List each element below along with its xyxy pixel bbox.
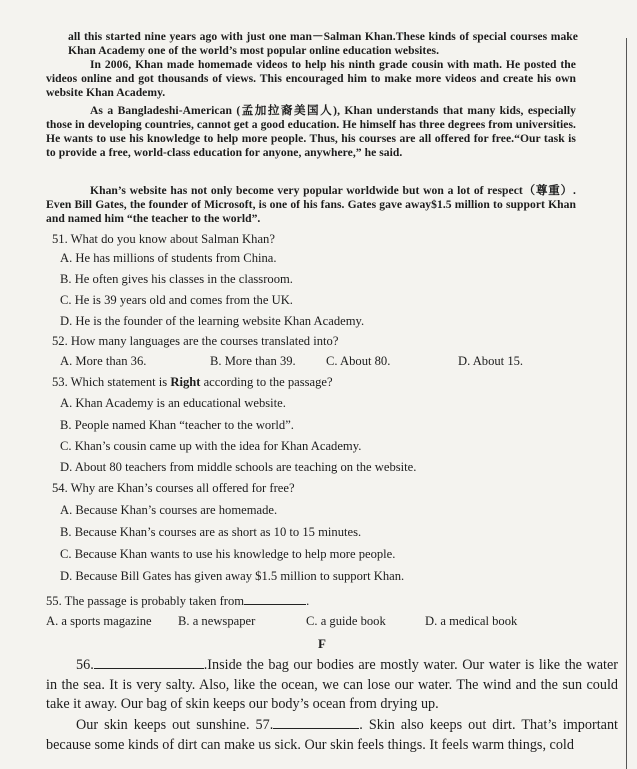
passage-line-1: all this started nine years ago with just one man－Salman Khan.These kinds of special courses make Khan Academy one of the world’s most popular online education websites.: [68, 30, 578, 57]
q51-option-a: A. He has millions of students from China.: [60, 251, 277, 265]
blank-56: [94, 656, 204, 669]
question-51: 51. What do you know about Salman Khan?: [52, 232, 275, 246]
question-55: 55. The passage is probably taken from .: [46, 594, 310, 608]
q52-option-b: B. More than 39.: [210, 354, 296, 368]
q52-option-d: D. About 15.: [458, 354, 524, 368]
q53-option-c: C. Khan’s cousin came up with the idea for Khan Academy.: [60, 439, 362, 453]
q55-option-c: C. a guide book: [306, 614, 386, 628]
q53-option-a: A. Khan Academy is an educational website.: [60, 396, 286, 410]
section-f-paragraph-2: Our skin keeps out sunshine. 57. . Skin also keeps out dirt. That’s important because some kinds of dirt can make us sick. Our skin feels things. It feels warm things, cold: [46, 717, 618, 753]
q55-option-b: B. a newspaper: [178, 614, 256, 628]
q53-option-b: B. People named Khan “teacher to the world”.: [60, 418, 294, 432]
q54-option-b: B. Because Khan’s courses are as short as 10 to 15 minutes.: [60, 525, 362, 539]
question-53: 53. Which statement is Right according to the passage?: [52, 375, 333, 389]
question-54: 54. Why are Khan’s courses all offered for free?: [52, 481, 295, 495]
q53-option-d: D. About 80 teachers from middle schools are teaching on the website.: [60, 460, 417, 474]
q51-option-d: D. He is the founder of the learning website Khan Academy.: [60, 314, 365, 328]
section-f-paragraph-1: 56. .Inside the bag our bodies are mostly water. Our water is like the water in the sea. It is very salty. Also, like the ocean, we can lose our water. The wind and the sun could take it away. Our bag of skin keeps our body’s ocean from drying up.: [46, 657, 618, 712]
q55-blank: [244, 592, 306, 605]
margin-rule: [626, 38, 627, 769]
blank-57: [273, 716, 359, 729]
passage-paragraph-4: Khan’s website has not only become very popular worldwide but won a lot of respect（尊重）. Even Bill Gates, the founder of Microsoft, is one of his fans. Gates gave away$1.5 million to support Khan and named him “the teacher to the world”.: [46, 184, 576, 225]
question-52: 52. How many languages are the courses translated into?: [52, 334, 339, 348]
q52-option-c: C. About 80.: [326, 354, 391, 368]
passage-paragraph-3: As a Bangladeshi-American (孟加拉裔美国人), Khan understands that many kids, especially those in developing countries, cannot get a good education. He himself has three degrees from universities. He wants to use his knowledge to help more people. Thus, his courses are all offered for free.“Our task is to provide a free, world-class education for anyone, anywhere,” he said.: [46, 104, 576, 159]
q54-option-c: C. Because Khan wants to use his knowledge to help more people.: [60, 547, 396, 561]
q55-option-d: D. a medical book: [425, 614, 518, 628]
section-heading: F: [318, 636, 326, 651]
q51-option-c: C. He is 39 years old and comes from the UK.: [60, 293, 293, 307]
q55-option-a: A. a sports magazine: [46, 614, 152, 628]
q52-option-a: A. More than 36.: [60, 354, 147, 368]
q54-option-a: A. Because Khan’s courses are homemade.: [60, 503, 278, 517]
q51-option-b: B. He often gives his classes in the classroom.: [60, 272, 293, 286]
passage-paragraph-2: In 2006, Khan made homemade videos to help his ninth grade cousin with math. He posted the videos online and got thousands of views. This encouraged him to make more videos and create his own website Khan Academy.: [46, 58, 576, 99]
q54-option-d: D. Because Bill Gates has given away $1.5 million to support Khan.: [60, 569, 405, 583]
